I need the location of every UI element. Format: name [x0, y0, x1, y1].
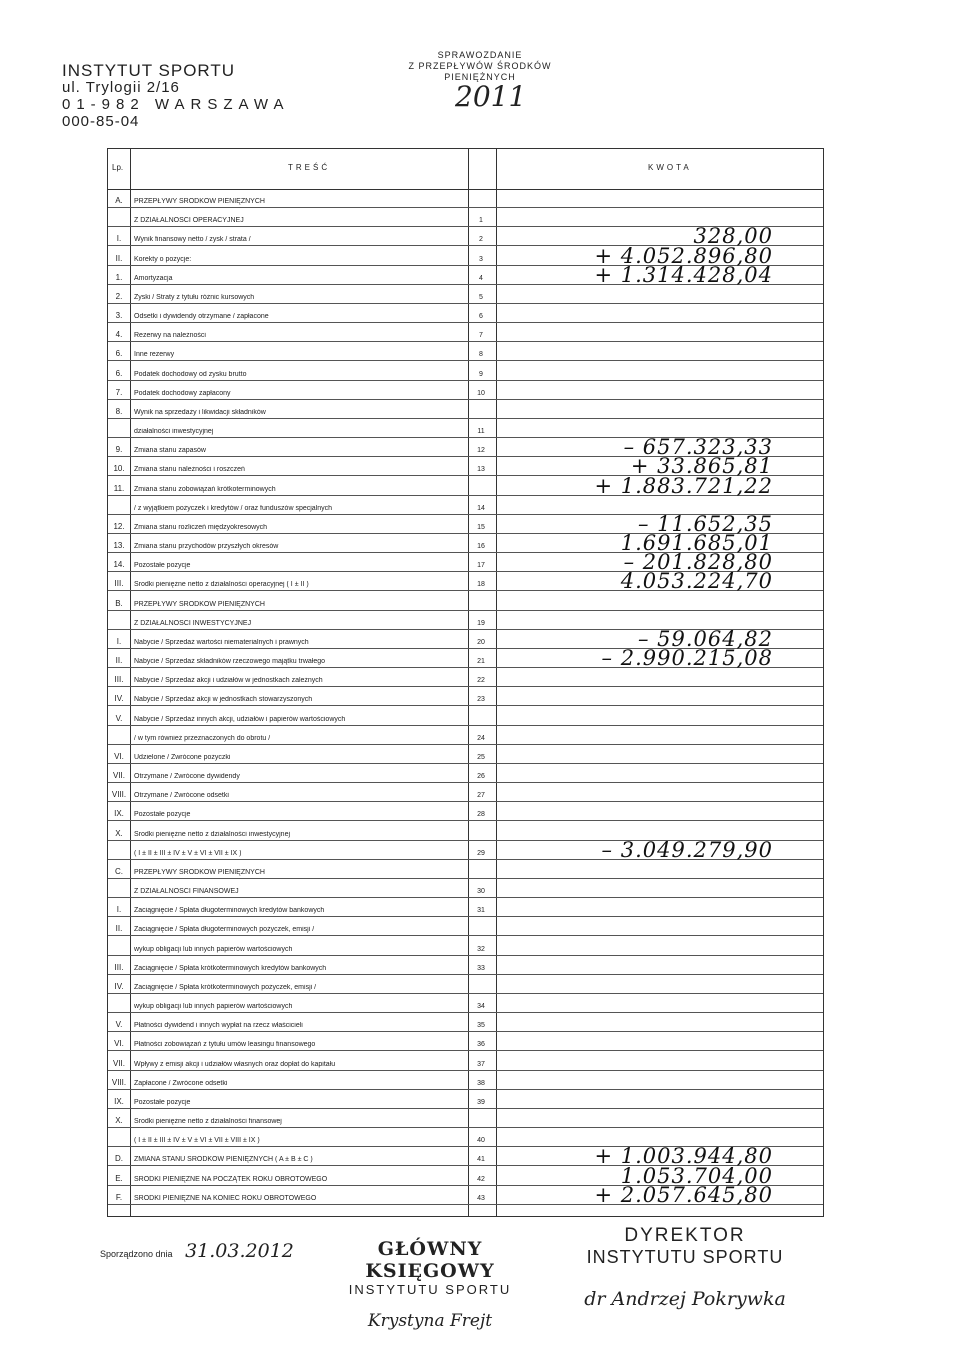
- row-description: Zaciągnięcie / Spłata krótkoterminowych pożyczek, emisji /: [134, 983, 317, 991]
- row-lp: V.: [115, 1020, 123, 1030]
- row-number: 38: [477, 1079, 485, 1087]
- table-row: [108, 905, 823, 917]
- row-lp: E.: [115, 1173, 123, 1183]
- table-row: [108, 945, 823, 956]
- row-description: wykup obligacji lub innych papierów wartościowych: [134, 1003, 293, 1011]
- row-lp: X.: [115, 828, 123, 838]
- row-description: Otrzymane / Zwrócone dywidendy: [134, 773, 240, 781]
- row-lp: III.: [114, 962, 124, 972]
- table-row: [108, 809, 823, 821]
- row-description: Zaciągnięcie / Spłata długoterminowych pożyczek, emisji /: [134, 926, 315, 934]
- row-lp: IX.: [114, 1096, 124, 1106]
- row-lp: 4.: [115, 330, 123, 340]
- row-lp: VII.: [112, 1058, 125, 1068]
- table-row: [108, 598, 823, 611]
- header-desc: TREŚĆ: [288, 163, 331, 172]
- row-description: Pozostałe pozycje: [134, 811, 191, 819]
- row-description: Zaciągnięcie / Spłata długoterminowych kredytów bankowych: [134, 907, 325, 915]
- row-amount: + 33.865,81: [630, 454, 773, 479]
- row-description: Nabycie / Sprzedaż składników rzeczowego majątku trwałego: [134, 658, 326, 666]
- row-number: 5: [479, 293, 483, 301]
- row-description: Zmiana stanu zobowiązań krótkoterminowych: [134, 485, 276, 493]
- row-description: ŚRODKI PIENIĘŻNE NA POCZĄTEK ROKU OBROTOWEGO: [134, 1175, 328, 1183]
- row-lp: IX.: [114, 809, 124, 819]
- row-amount: + 1.314.428,04: [594, 262, 773, 287]
- row-amount: 4.053.224,70: [620, 569, 773, 594]
- row-description: Z DZIAŁALNOŚCI OPERACYJNEJ: [134, 217, 244, 225]
- row-number: 26: [477, 773, 485, 781]
- table-row: [108, 713, 823, 726]
- row-number: 28: [477, 811, 485, 819]
- row-amount: – 2.990.215,08: [601, 646, 773, 671]
- row-number: 42: [477, 1175, 485, 1183]
- row-description: / w tym również przeznaczonych do obrotu /: [134, 734, 271, 742]
- row-lp: I.: [116, 905, 122, 915]
- table-row: [108, 291, 823, 304]
- preparation-date: [100, 1240, 294, 1262]
- table-row: [108, 1003, 823, 1013]
- row-number: 35: [477, 1022, 485, 1030]
- row-description: Zyski / Straty z tytułu różnic kursowych: [134, 293, 255, 301]
- row-lp: 6.: [115, 368, 123, 378]
- row-number: 34: [477, 1003, 485, 1011]
- row-description: Amortyzacja: [134, 274, 173, 282]
- table-row: [108, 473, 823, 498]
- row-number: 30: [477, 888, 485, 896]
- row-number: 18: [477, 581, 485, 589]
- row-description: Odsetki i dywidendy otrzymane / zapłacone: [134, 313, 269, 321]
- row-number: 6: [479, 313, 483, 321]
- report-subtitle: Z PRZEPŁYWÓW ŚRODKÓW PIENIĘŻNYCH: [408, 61, 552, 82]
- row-description: ŚRODKI PIENIĘŻNE NA KONIEC ROKU OBROTOWEGO: [134, 1194, 317, 1202]
- row-number: 19: [477, 619, 485, 627]
- row-amount: – 3.049.279,90: [601, 837, 773, 862]
- row-description: Nabycie / Sprzedaż akcji i udziałów w jednostkach zależnych: [134, 677, 323, 685]
- cash-flow-table: [107, 148, 824, 1217]
- row-description: Płatności dywidend i innych wypłat na rzecz właścicieli: [134, 1022, 303, 1030]
- row-description: Wynik na sprzedaży i likwidacji składników: [134, 408, 266, 416]
- table-row: [108, 675, 823, 687]
- row-number: 41: [477, 1156, 485, 1164]
- report-title: SPRAWOZDANIE: [437, 50, 523, 60]
- row-description: Podatek dochodowy od zysku brutto: [134, 370, 247, 378]
- org-regon: 000-85-04: [62, 113, 140, 130]
- table-row: [108, 790, 823, 802]
- director-block: [575, 1225, 795, 1310]
- table-row: [108, 1039, 823, 1051]
- row-number: 33: [477, 964, 485, 972]
- row-number: 29: [477, 849, 485, 857]
- table-row: [108, 1116, 823, 1128]
- row-number: 36: [477, 1041, 485, 1049]
- date-value: 31.03.2012: [185, 1240, 294, 1262]
- row-lp: 3.: [115, 311, 123, 321]
- row-number: 23: [477, 696, 485, 704]
- row-number: 3: [479, 255, 483, 263]
- table-row: [108, 981, 823, 994]
- table-row: [108, 771, 823, 783]
- row-number: 40: [477, 1137, 485, 1145]
- row-lp: II.: [115, 924, 123, 934]
- row-description: Pozostałe pozycje: [134, 562, 191, 570]
- table-row: [108, 837, 823, 862]
- table-row: [108, 866, 823, 879]
- row-amount: + 2.057.645,80: [594, 1182, 773, 1207]
- row-description: Płatności zobowiązań z tytułu umów leasingu finansowego: [134, 1041, 316, 1049]
- row-number: 16: [477, 543, 485, 551]
- row-amount: – 657.323,33: [623, 435, 773, 460]
- row-amount: + 4.052.896,80: [594, 243, 773, 268]
- row-number: 31: [477, 907, 485, 915]
- table-row: [108, 311, 823, 323]
- institution-header: [62, 62, 290, 130]
- row-description: PRZEPŁYWY ŚRODKÓW PIENIĘŻNYCH: [134, 600, 265, 608]
- row-description: Środki pieniężne netto z działalności inwestycyjnej: [134, 830, 291, 838]
- table-row: [108, 349, 823, 361]
- row-description: Nabycie / Sprzedaż wartości niematerialnych i prawnych: [134, 638, 309, 646]
- table-row: [108, 569, 823, 594]
- row-amount: 1.691.685,01: [620, 531, 773, 556]
- table-row: [108, 368, 823, 381]
- row-description: Z DZIAŁALNOŚCI FINANSOWEJ: [134, 888, 239, 896]
- row-lp: VI.: [114, 751, 124, 761]
- row-description: Zmiana stanu rozliczeń międzyokresowych: [134, 523, 268, 531]
- row-number: 22: [477, 677, 485, 685]
- report-year: 2011: [455, 80, 527, 113]
- row-description: Wpływy z emisji akcji i udziałów własnych oraz dopłat do kapitału: [134, 1060, 336, 1068]
- row-number: 10: [477, 389, 485, 397]
- row-lp: D.: [115, 1154, 123, 1164]
- row-lp: II.: [115, 253, 123, 263]
- row-number: 17: [477, 562, 485, 570]
- row-description: Zapłacone / Zwrócone odsetki: [134, 1079, 228, 1087]
- row-description: PRZEPŁYWY ŚRODKÓW PIENIĘŻNYCH: [134, 868, 265, 876]
- row-number: 37: [477, 1060, 485, 1068]
- org-name: INSTYTUT SPORTU: [62, 61, 236, 80]
- row-lp: VII.: [112, 771, 125, 781]
- column-divider: [130, 149, 131, 1216]
- row-description: Pozostałe pozycje: [134, 1098, 191, 1106]
- row-description: Zmiana stanu zapasów: [134, 447, 206, 455]
- date-label: Sporządzono dnia: [100, 1249, 173, 1259]
- row-lp: A.: [115, 196, 123, 205]
- table-row: [108, 751, 823, 764]
- row-number: 8: [479, 351, 483, 359]
- row-lp: III.: [114, 579, 124, 589]
- row-description: Rezerwy na należności: [134, 332, 206, 340]
- row-description: Zmiana stanu należności i roszczeń: [134, 466, 245, 474]
- row-description: działalności inwestycyjnej: [134, 428, 214, 436]
- table-row: [108, 1096, 823, 1109]
- row-number: 39: [477, 1098, 485, 1106]
- accountant-signature: Krystyna Frejt: [367, 1311, 493, 1331]
- row-number: 1: [479, 217, 483, 225]
- row-number: 32: [477, 945, 485, 953]
- table-row: [108, 888, 823, 898]
- table-row: [108, 962, 823, 975]
- table-row: [108, 1058, 823, 1071]
- row-amount: + 1.883.721,22: [594, 473, 773, 498]
- row-lp: V.: [115, 713, 123, 723]
- header-amount: KWOTA: [648, 163, 692, 172]
- row-lp: C.: [115, 866, 123, 876]
- row-lp: 13.: [113, 541, 125, 551]
- row-description: Nabycie / Sprzedaż innych akcji, udziałów i papierów wartościowych: [134, 715, 346, 723]
- row-number: 15: [477, 523, 485, 531]
- row-description: PRZEPŁYWY ŚRODKÓW PIENIĘŻNYCH: [134, 198, 265, 205]
- row-lp: 7.: [115, 387, 123, 397]
- row-amount: + 1.003.944,80: [594, 1144, 773, 1169]
- row-description: Inne rezerwy: [134, 351, 175, 359]
- row-lp: 12.: [113, 521, 125, 531]
- director-title: DYREKTOR: [624, 1225, 746, 1246]
- table-row: [108, 406, 823, 419]
- table-row: [108, 734, 823, 745]
- org-city: 01-982 WARSZAWA: [62, 96, 290, 113]
- row-number: 11: [477, 428, 485, 436]
- accountant-org: INSTYTUTU SPORTU: [348, 1282, 512, 1297]
- row-description: ( I ± II ± III ± IV ± V ± VI ± VII ± VIII ± IX ): [134, 1137, 260, 1145]
- row-description: Środki pieniężne netto z działalności finansowej: [134, 1118, 282, 1126]
- row-number: 14: [477, 504, 485, 512]
- row-lp: 1.: [115, 272, 123, 282]
- row-amount: – 11.652,35: [637, 511, 773, 536]
- row-lp: X.: [115, 1116, 123, 1126]
- row-number: 25: [477, 753, 485, 761]
- row-description: Zaciągnięcie / Spłata krótkoterminowych kredytów bankowych: [134, 964, 327, 972]
- row-lp: VIII.: [111, 790, 127, 800]
- row-description: Wynik finansowy netto / zysk / strata /: [134, 236, 251, 244]
- row-lp: IV.: [114, 981, 124, 991]
- row-description: Udzielone / Zwrócone pożyczki: [134, 753, 231, 761]
- row-description: ZMIANA STANU ŚRODKÓW PIENIĘŻNYCH ( A ± B ± C ): [134, 1156, 313, 1164]
- row-number: 43: [477, 1194, 485, 1202]
- table-row: [108, 646, 823, 671]
- row-description: wykup obligacji lub innych papierów wartościowych: [134, 945, 293, 953]
- row-description: Środki pieniężne netto z działalności operacyjnej ( I ± II ): [134, 581, 309, 589]
- row-lp: 14.: [113, 560, 125, 570]
- director-org: INSTYTUTU SPORTU: [586, 1247, 784, 1267]
- row-lp: B.: [115, 598, 123, 608]
- row-lp: I.: [116, 636, 122, 646]
- row-lp: VIII.: [111, 1077, 127, 1087]
- row-number: 27: [477, 792, 485, 800]
- row-lp: 11.: [113, 483, 125, 493]
- row-number: 24: [477, 734, 485, 742]
- chief-accountant-block: [320, 1238, 540, 1331]
- director-signature: dr Andrzej Pokrywka: [584, 1288, 786, 1310]
- row-number: 20: [477, 638, 485, 646]
- row-description: / z wyjątkiem pożyczek i kredytów / oraz funduszów specjalnych: [134, 504, 333, 512]
- row-amount: – 59.064,82: [637, 626, 773, 651]
- table-row: [108, 330, 823, 342]
- row-lp: III.: [114, 675, 124, 685]
- table-row: [108, 924, 823, 936]
- row-lp: VI.: [114, 1039, 124, 1049]
- row-number: 4: [479, 274, 483, 282]
- row-amount: 1.053.704,00: [620, 1163, 773, 1188]
- row-description: Korekty o pozycje:: [134, 255, 192, 263]
- row-description: Z DZIAŁALNOŚCI INWESTYCYJNEJ: [134, 619, 252, 627]
- row-description: ( I ± II ± III ± IV ± V ± VI ± VII ± IX ): [134, 849, 242, 857]
- header-lp: Lp.: [112, 163, 124, 172]
- row-number: 7: [479, 332, 483, 340]
- row-description: Nabycie / Sprzedaż akcji w jednostkach stowarzyszonych: [134, 696, 313, 704]
- org-street: ul. Trylogii 2/16: [62, 79, 180, 96]
- row-number: 9: [479, 370, 483, 378]
- table-row: [108, 1182, 823, 1207]
- row-lp: 2.: [115, 291, 123, 301]
- row-lp: I.: [116, 234, 122, 244]
- report-heading: [380, 50, 580, 83]
- column-divider: [496, 149, 497, 1216]
- row-lp: 10.: [113, 464, 125, 474]
- row-lp: 9.: [115, 445, 123, 455]
- row-description: Otrzymane / Zwrócone odsetki: [134, 792, 229, 800]
- table-row: [108, 1077, 823, 1090]
- row-number: 2: [479, 236, 483, 244]
- accountant-title: GŁÓWNY KSIĘGOWY: [365, 1238, 495, 1282]
- row-lp: 8.: [115, 406, 123, 416]
- row-description: Zmiana stanu przychodów przyszłych okresów: [134, 543, 279, 551]
- table-row: [108, 1020, 823, 1032]
- table-row: [108, 262, 823, 287]
- row-lp: II.: [115, 656, 123, 666]
- row-amount: – 201.828,80: [623, 550, 773, 575]
- row-number: 21: [477, 658, 485, 666]
- table-row: [108, 196, 823, 208]
- row-number: 12: [477, 447, 485, 455]
- row-number: 13: [477, 466, 485, 474]
- table-row: [108, 387, 823, 400]
- row-lp: IV.: [114, 694, 124, 704]
- row-lp: F.: [115, 1192, 123, 1202]
- row-lp: 6.: [115, 349, 123, 359]
- row-amount: 328,00: [693, 224, 773, 249]
- row-description: Podatek dochodowy zapłacony: [134, 389, 231, 397]
- table-header: [108, 149, 823, 190]
- table-row: [108, 694, 823, 706]
